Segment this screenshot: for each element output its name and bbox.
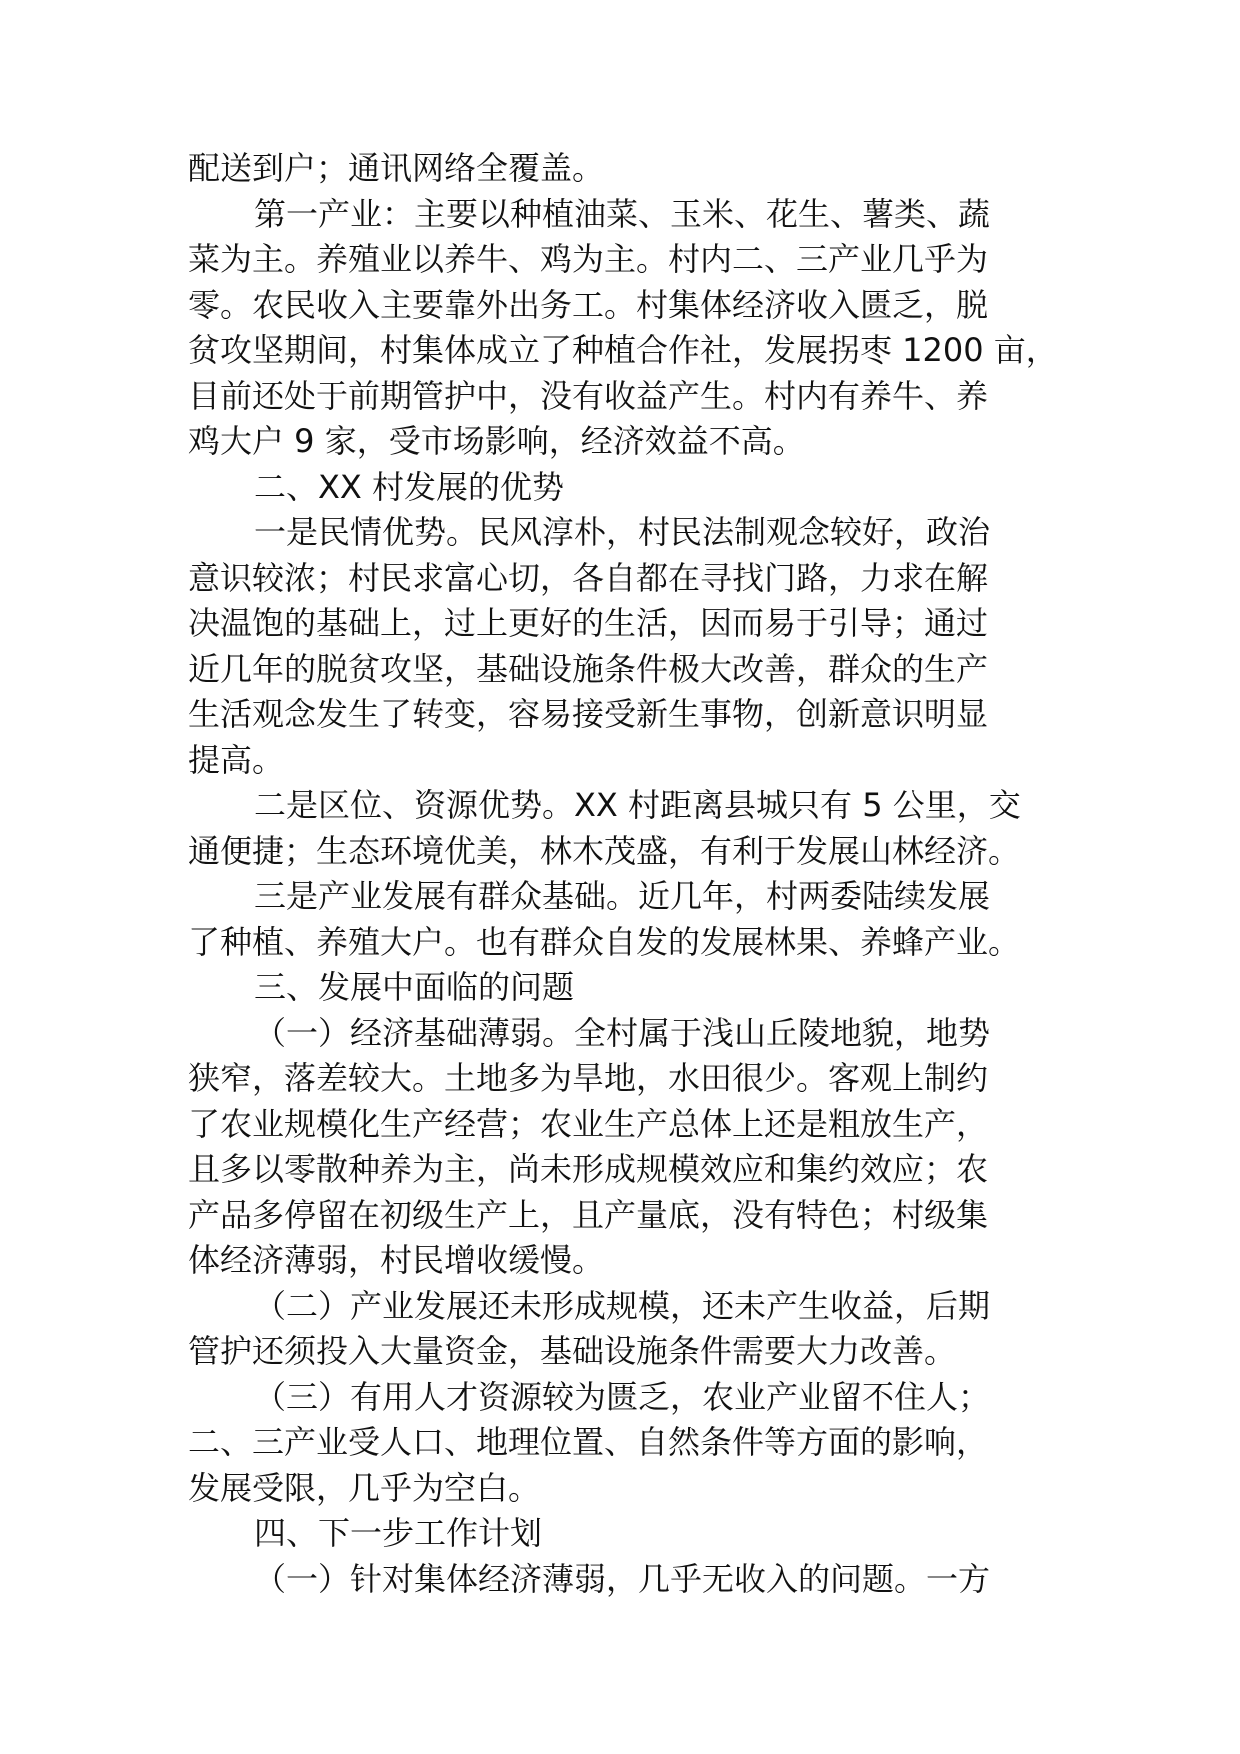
text-line: 了农业规模化生产经营；农业生产总体上还是粗放生产， — [188, 1104, 989, 1143]
text-line: 生活观念发生了转变，容易接受新生事物，创新意识明显 — [188, 695, 989, 733]
text-line: 产品多停留在初级生产上，且产量底，没有特色；村级集 — [188, 1195, 989, 1234]
text-line: 三是产业发展有群众基础。近几年，村两委陆续发展 — [254, 877, 991, 915]
text-line: （一）针对集体经济薄弱，几乎无收入的问题。一方 — [254, 1559, 991, 1598]
text-line: （二）产业发展还未形成规模，还未产生收益，后期 — [254, 1286, 991, 1325]
text-line: 配送到户；通讯网络全覆盖。 — [188, 149, 605, 187]
text-line: 二、XX 村发展的优势 — [254, 467, 565, 506]
text-line: 发展受限，几乎为空白。 — [188, 1468, 541, 1507]
text-line: 决温饱的基础上，过上更好的生活，因而易于引导；通过 — [188, 604, 989, 642]
text-line: 零。农民收入主要靠外出务工。村集体经济收入匮乏，脱 — [188, 285, 989, 324]
text-line: 目前还处于前期管护中，没有收益产生。村内有养牛、养 — [188, 376, 989, 415]
text-line: 四、下一步工作计划 — [254, 1514, 543, 1552]
text-line: （三）有用人才资源较为匮乏，农业产业留不住人； — [254, 1377, 991, 1416]
text-line: 意识较浓；村民求富心切，各自都在寻找门路，力求在解 — [188, 558, 989, 597]
text-line: 狭窄，落差较大。土地多为旱地，水田很少。客观上制约 — [188, 1059, 989, 1097]
text-line: 二、三产业受人口、地理位置、自然条件等方面的影响， — [188, 1423, 989, 1461]
text-line: 第一产业：主要以种植油菜、玉米、花生、薯类、蔬 — [254, 194, 991, 233]
text-line: 贫攻坚期间，村集体成立了种植合作社，发展拐枣 1200 亩， — [188, 331, 1058, 369]
document-body — [188, 146, 1068, 1602]
text-line: 通便捷；生态环境优美，林木茂盛，有利于发展山林经济。 — [188, 831, 1021, 870]
text-line: 管护还须投入大量资金，基础设施条件需要大力改善。 — [188, 1332, 957, 1370]
text-line: 体经济薄弱，村民增收缓慢。 — [188, 1241, 605, 1279]
text-line: 二是区位、资源优势。XX 村距离县城只有 5 公里，交 — [254, 786, 1021, 824]
text-line: 了种植、养殖大户。也有群众自发的发展林果、养蜂产业。 — [188, 922, 1021, 961]
text-line: 三、发展中面临的问题 — [254, 968, 575, 1006]
text-line: 且多以零散种养为主，尚未形成规模效应和集约效应；农 — [188, 1150, 989, 1188]
text-line: 菜为主。养殖业以养牛、鸡为主。村内二、三产业几乎为 — [188, 240, 989, 278]
text-line: 一是民情优势。民风淳朴，村民法制观念较好，政治 — [254, 513, 991, 551]
text-line: 提高。 — [188, 740, 285, 779]
text-line: 鸡大户 9 家，受市场影响，经济效益不高。 — [188, 422, 805, 460]
text-line: （一）经济基础薄弱。全村属于浅山丘陵地貌，地势 — [254, 1013, 991, 1052]
text-line: 近几年的脱贫攻坚，基础设施条件极大改善，群众的生产 — [188, 649, 989, 688]
